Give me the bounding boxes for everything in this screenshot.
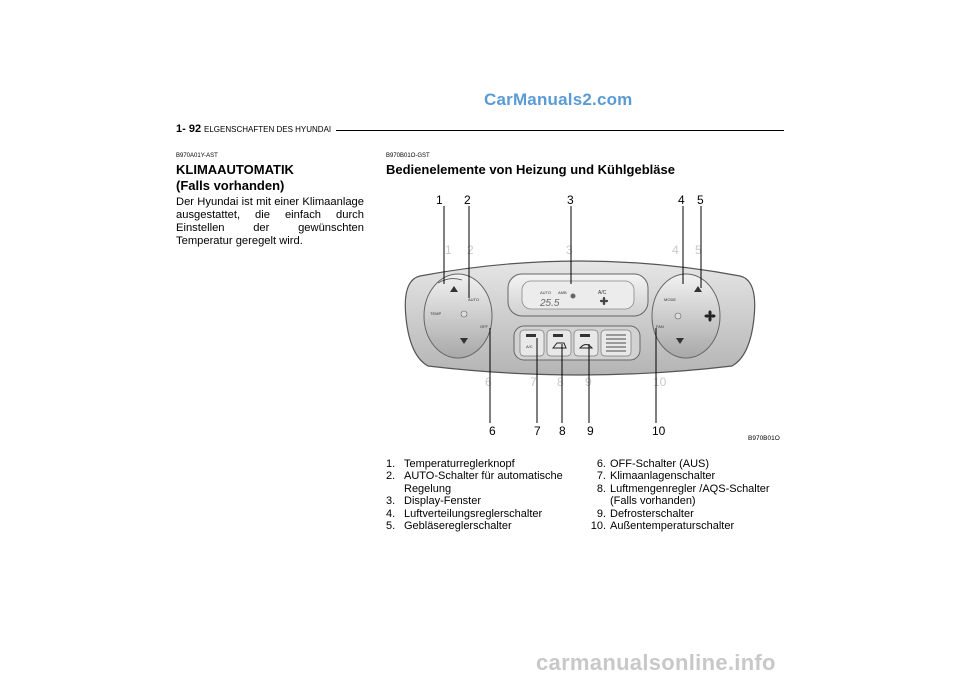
right-section-code: B970B01O-GST	[386, 153, 430, 159]
watermark-bottom: carmanualsonline.info	[536, 650, 776, 675]
list-item: 8. Luftmengenregler /AQS-Schalter (Falls vorhanden)	[596, 482, 770, 508]
section-title: ELGENSCHAFTEN DES HYUNDAI	[204, 125, 332, 134]
ghost-callout-5: 5	[695, 243, 702, 257]
legend-list-right	[586, 458, 786, 532]
ac-button-label: A/C	[526, 344, 533, 349]
list-item: 10. Außentemperaturschalter	[590, 520, 735, 533]
callout-10: 10	[652, 424, 666, 438]
ghost-callout-2: 2	[467, 243, 474, 257]
list-item: 5. Gebläsereglerschalter	[386, 520, 512, 533]
page-number: 1- 92	[176, 123, 202, 135]
temperature-knob[interactable]	[424, 274, 492, 358]
callout-1: 1	[436, 193, 443, 207]
header-rule	[336, 130, 784, 131]
right-heading: Bedienelemente von Heizung und Kühlgebläse	[386, 162, 675, 177]
display-auto: AUTO	[540, 290, 552, 295]
left-heading	[176, 162, 376, 194]
left-body-text: Der Hyundai ist mit einer Klimaanlage ausgestattet, die einfach durch Einstellen der gewünschten Temperatur geregelt wird.	[176, 196, 364, 247]
ac-button[interactable]	[520, 330, 544, 356]
ghost-callout-4: 4	[672, 243, 679, 257]
fan-label: FAN	[656, 324, 664, 329]
callout-2: 2	[464, 193, 471, 207]
display-person-icon	[571, 294, 576, 299]
watermark-top: CarManuals2.com	[484, 90, 633, 109]
ghost-callout-10: 10	[653, 375, 667, 389]
left-heading-line2: (Falls vorhanden)	[176, 178, 285, 193]
climate-control-figure	[380, 188, 780, 438]
figure-code: B970B01O	[748, 435, 780, 442]
ghost-callout-3: 3	[566, 243, 573, 257]
callout-9: 9	[587, 424, 594, 438]
display-temperature: 25.5	[540, 298, 560, 309]
callout-7: 7	[534, 424, 541, 438]
left-section-code: B970A01Y-AST	[176, 153, 218, 159]
list-item: 4. Luftverteilungsreglerschalter	[386, 507, 543, 520]
off-label: OFF	[480, 324, 488, 329]
ghost-callout-1: 1	[445, 243, 452, 257]
callout-5: 5	[697, 193, 704, 207]
ghost-callout-8: 8	[557, 375, 564, 389]
auto-label: AUTO	[468, 297, 480, 302]
temp-label: TEMP	[430, 311, 442, 316]
list-item: 6. OFF-Schalter (AUS)	[596, 458, 710, 470]
display-amb: AMB	[558, 290, 567, 295]
recirculation-button[interactable]	[547, 330, 571, 356]
callout-4: 4	[678, 193, 685, 207]
legend-list-left	[386, 458, 582, 532]
callout-3: 3	[567, 193, 574, 207]
list-item: 1. Temperaturreglerknopf	[386, 458, 515, 470]
list-item: 9. Defrosterschalter	[596, 507, 694, 520]
mode-fan-knob[interactable]	[652, 274, 720, 358]
list-item: 3. Display-Fenster	[386, 495, 482, 508]
callout-6: 6	[489, 424, 496, 438]
ambient-temperature-button[interactable]	[601, 330, 631, 356]
ghost-callout-7: 7	[530, 375, 537, 389]
list-item: 7. Klimaanlagenschalter	[596, 470, 716, 483]
left-heading-line1: KLIMAAUTOMATIK	[176, 162, 294, 177]
defrost-button[interactable]	[574, 330, 598, 356]
display-ac: A/C	[598, 290, 607, 296]
mode-label: MODE	[664, 297, 676, 302]
list-item: 2. AUTO-Schalter für automatische Regelung	[386, 470, 563, 495]
ghost-callout-9: 9	[585, 375, 592, 389]
callout-8: 8	[559, 424, 566, 438]
ghost-callout-6: 6	[485, 375, 492, 389]
